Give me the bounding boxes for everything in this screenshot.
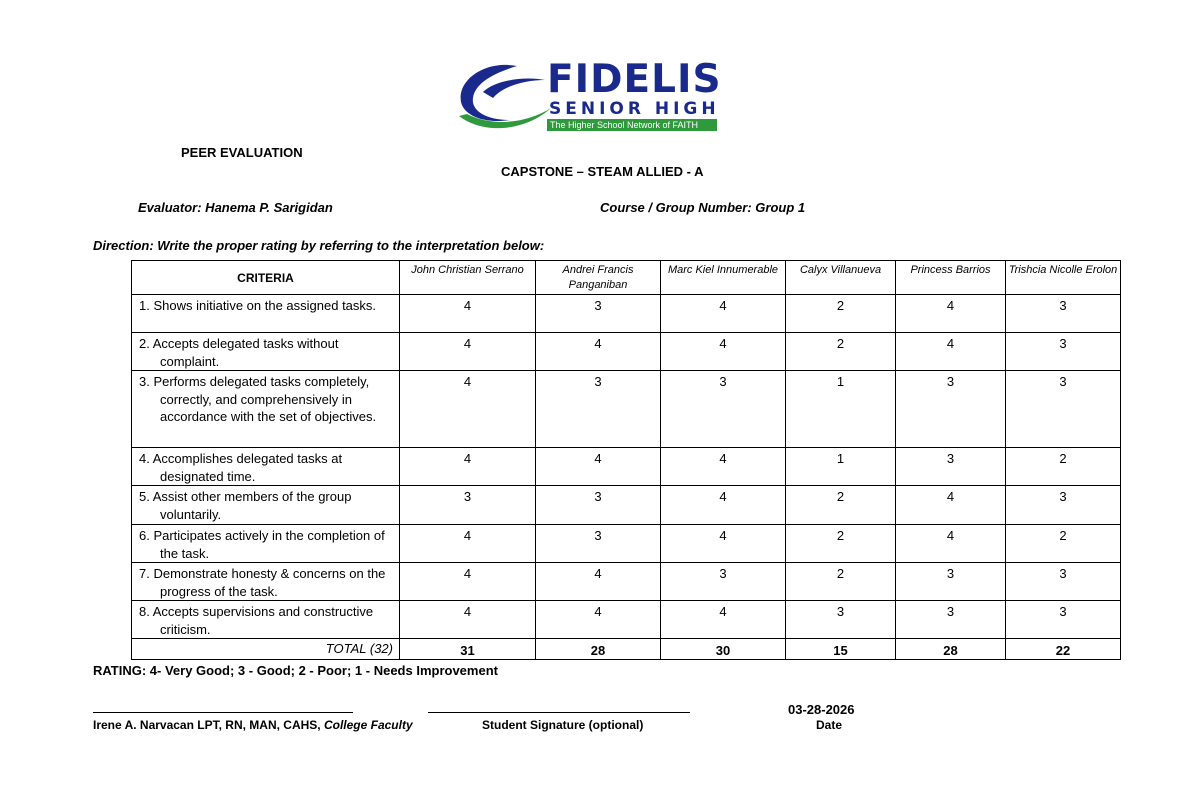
table-row: [132, 525, 1121, 563]
table-row: [132, 486, 1121, 525]
student-header: Trishcia Nicolle Erolon: [1006, 261, 1121, 295]
total-cell: 31: [400, 639, 536, 660]
criterion-text: 6. Participates actively in the completion of the task.: [139, 528, 385, 561]
score-cell: 3: [1006, 601, 1121, 639]
date-label: Date: [816, 718, 843, 732]
score-cell: 2: [1006, 525, 1121, 563]
swoosh-logo-icon: [455, 58, 555, 136]
score-cell: 4: [400, 601, 536, 639]
score-cell: 1: [786, 448, 896, 486]
score-cell: 4: [536, 563, 661, 601]
score-cell: 4: [400, 295, 536, 333]
score-cell: 2: [786, 525, 896, 563]
student-signature-label: Student Signature (optional): [482, 718, 644, 732]
score-cell: 4: [400, 525, 536, 563]
score-cell: 3: [536, 371, 661, 448]
criterion-text: 8. Accepts supervisions and constructive criticism.: [139, 604, 374, 637]
score-cell: 2: [786, 486, 896, 525]
score-cell: 3: [896, 371, 1006, 448]
score-cell: 4: [661, 525, 786, 563]
table-header-row: [132, 261, 1121, 295]
table-row: [132, 295, 1121, 333]
score-cell: 3: [896, 563, 1006, 601]
evaluation-table: [131, 260, 1121, 660]
logo-subtitle: SENIOR HIGH: [549, 99, 720, 119]
score-cell: 3: [896, 448, 1006, 486]
score-cell: 2: [786, 295, 896, 333]
criterion-text: 3. Performs delegated tasks completely, correctly, and comprehensively in accordance with the set of objectives.: [139, 374, 377, 424]
school-logo: [455, 58, 725, 136]
table-row: [132, 371, 1121, 448]
total-label: TOTAL (32): [132, 639, 400, 660]
logo-tagline: The Higher School Network of FAITH: [547, 119, 717, 131]
score-cell: 3: [661, 371, 786, 448]
student-header: Princess Barrios: [896, 261, 1006, 295]
score-cell: 4: [896, 486, 1006, 525]
score-cell: 4: [536, 448, 661, 486]
score-cell: 3: [400, 486, 536, 525]
faculty-name-block: [93, 718, 413, 732]
total-cell: 28: [536, 639, 661, 660]
criterion-text: 2. Accepts delegated tasks without complaint.: [139, 336, 339, 369]
score-cell: 4: [896, 295, 1006, 333]
score-cell: 4: [896, 333, 1006, 371]
course-line: Course / Group Number: Group 1: [600, 200, 806, 215]
evaluator-line: Evaluator: Hanema P. Sarigidan: [138, 200, 333, 215]
total-cell: 30: [661, 639, 786, 660]
student-signature-line: [428, 712, 690, 713]
criterion-text: 4. Accomplishes delegated tasks at designated time.: [139, 451, 343, 484]
direction-text: Direction: Write the proper rating by referring to the interpretation below:: [93, 238, 545, 253]
score-cell: 3: [536, 295, 661, 333]
total-row: [132, 639, 1121, 660]
table-row: [132, 563, 1121, 601]
rating-legend: RATING: 4- Very Good; 3 - Good; 2 - Poor; 1 - Needs Improvement: [93, 663, 498, 678]
score-cell: 3: [1006, 371, 1121, 448]
score-cell: 4: [661, 486, 786, 525]
faculty-role: College Faculty: [323, 718, 413, 732]
score-cell: 3: [896, 601, 1006, 639]
faculty-signature-line: [93, 712, 353, 713]
criteria-header: CRITERIA: [132, 261, 400, 295]
score-cell: 4: [661, 448, 786, 486]
faculty-name: Irene A. Narvacan LPT, RN, MAN, CAHS,: [93, 718, 321, 732]
score-cell: 4: [536, 601, 661, 639]
student-header: Calyx Villanueva: [786, 261, 896, 295]
score-cell: 4: [896, 525, 1006, 563]
score-cell: 3: [661, 563, 786, 601]
subject-title: CAPSTONE – STEAM ALLIED - A: [501, 164, 704, 179]
logo-name: FIDELIS: [547, 57, 722, 102]
score-cell: 4: [536, 333, 661, 371]
table-row: [132, 333, 1121, 371]
score-cell: 4: [400, 563, 536, 601]
score-cell: 2: [786, 333, 896, 371]
table-row: [132, 448, 1121, 486]
score-cell: 3: [536, 525, 661, 563]
table-row: [132, 601, 1121, 639]
criterion-text: 7. Demonstrate honesty & concerns on the progress of the task.: [139, 566, 386, 599]
student-header: Andrei Francis Panganiban: [536, 261, 661, 295]
date-value: 03-28-2026: [788, 702, 855, 717]
score-cell: 3: [1006, 563, 1121, 601]
score-cell: 1: [786, 371, 896, 448]
criterion-text: 1. Shows initiative on the assigned tasks.: [139, 298, 377, 313]
total-cell: 28: [896, 639, 1006, 660]
score-cell: 4: [661, 295, 786, 333]
score-cell: 2: [1006, 448, 1121, 486]
total-cell: 22: [1006, 639, 1121, 660]
score-cell: 4: [400, 371, 536, 448]
score-cell: 3: [536, 486, 661, 525]
total-cell: 15: [786, 639, 896, 660]
score-cell: 3: [1006, 486, 1121, 525]
score-cell: 3: [786, 601, 896, 639]
score-cell: 4: [661, 601, 786, 639]
score-cell: 2: [786, 563, 896, 601]
score-cell: 3: [1006, 333, 1121, 371]
score-cell: 4: [661, 333, 786, 371]
student-header: John Christian Serrano: [400, 261, 536, 295]
score-cell: 3: [1006, 295, 1121, 333]
student-header: Marc Kiel Innumerable: [661, 261, 786, 295]
score-cell: 4: [400, 448, 536, 486]
score-cell: 4: [400, 333, 536, 371]
criterion-text: 5. Assist other members of the group voluntarily.: [139, 489, 352, 522]
page-title: PEER EVALUATION: [181, 145, 303, 160]
